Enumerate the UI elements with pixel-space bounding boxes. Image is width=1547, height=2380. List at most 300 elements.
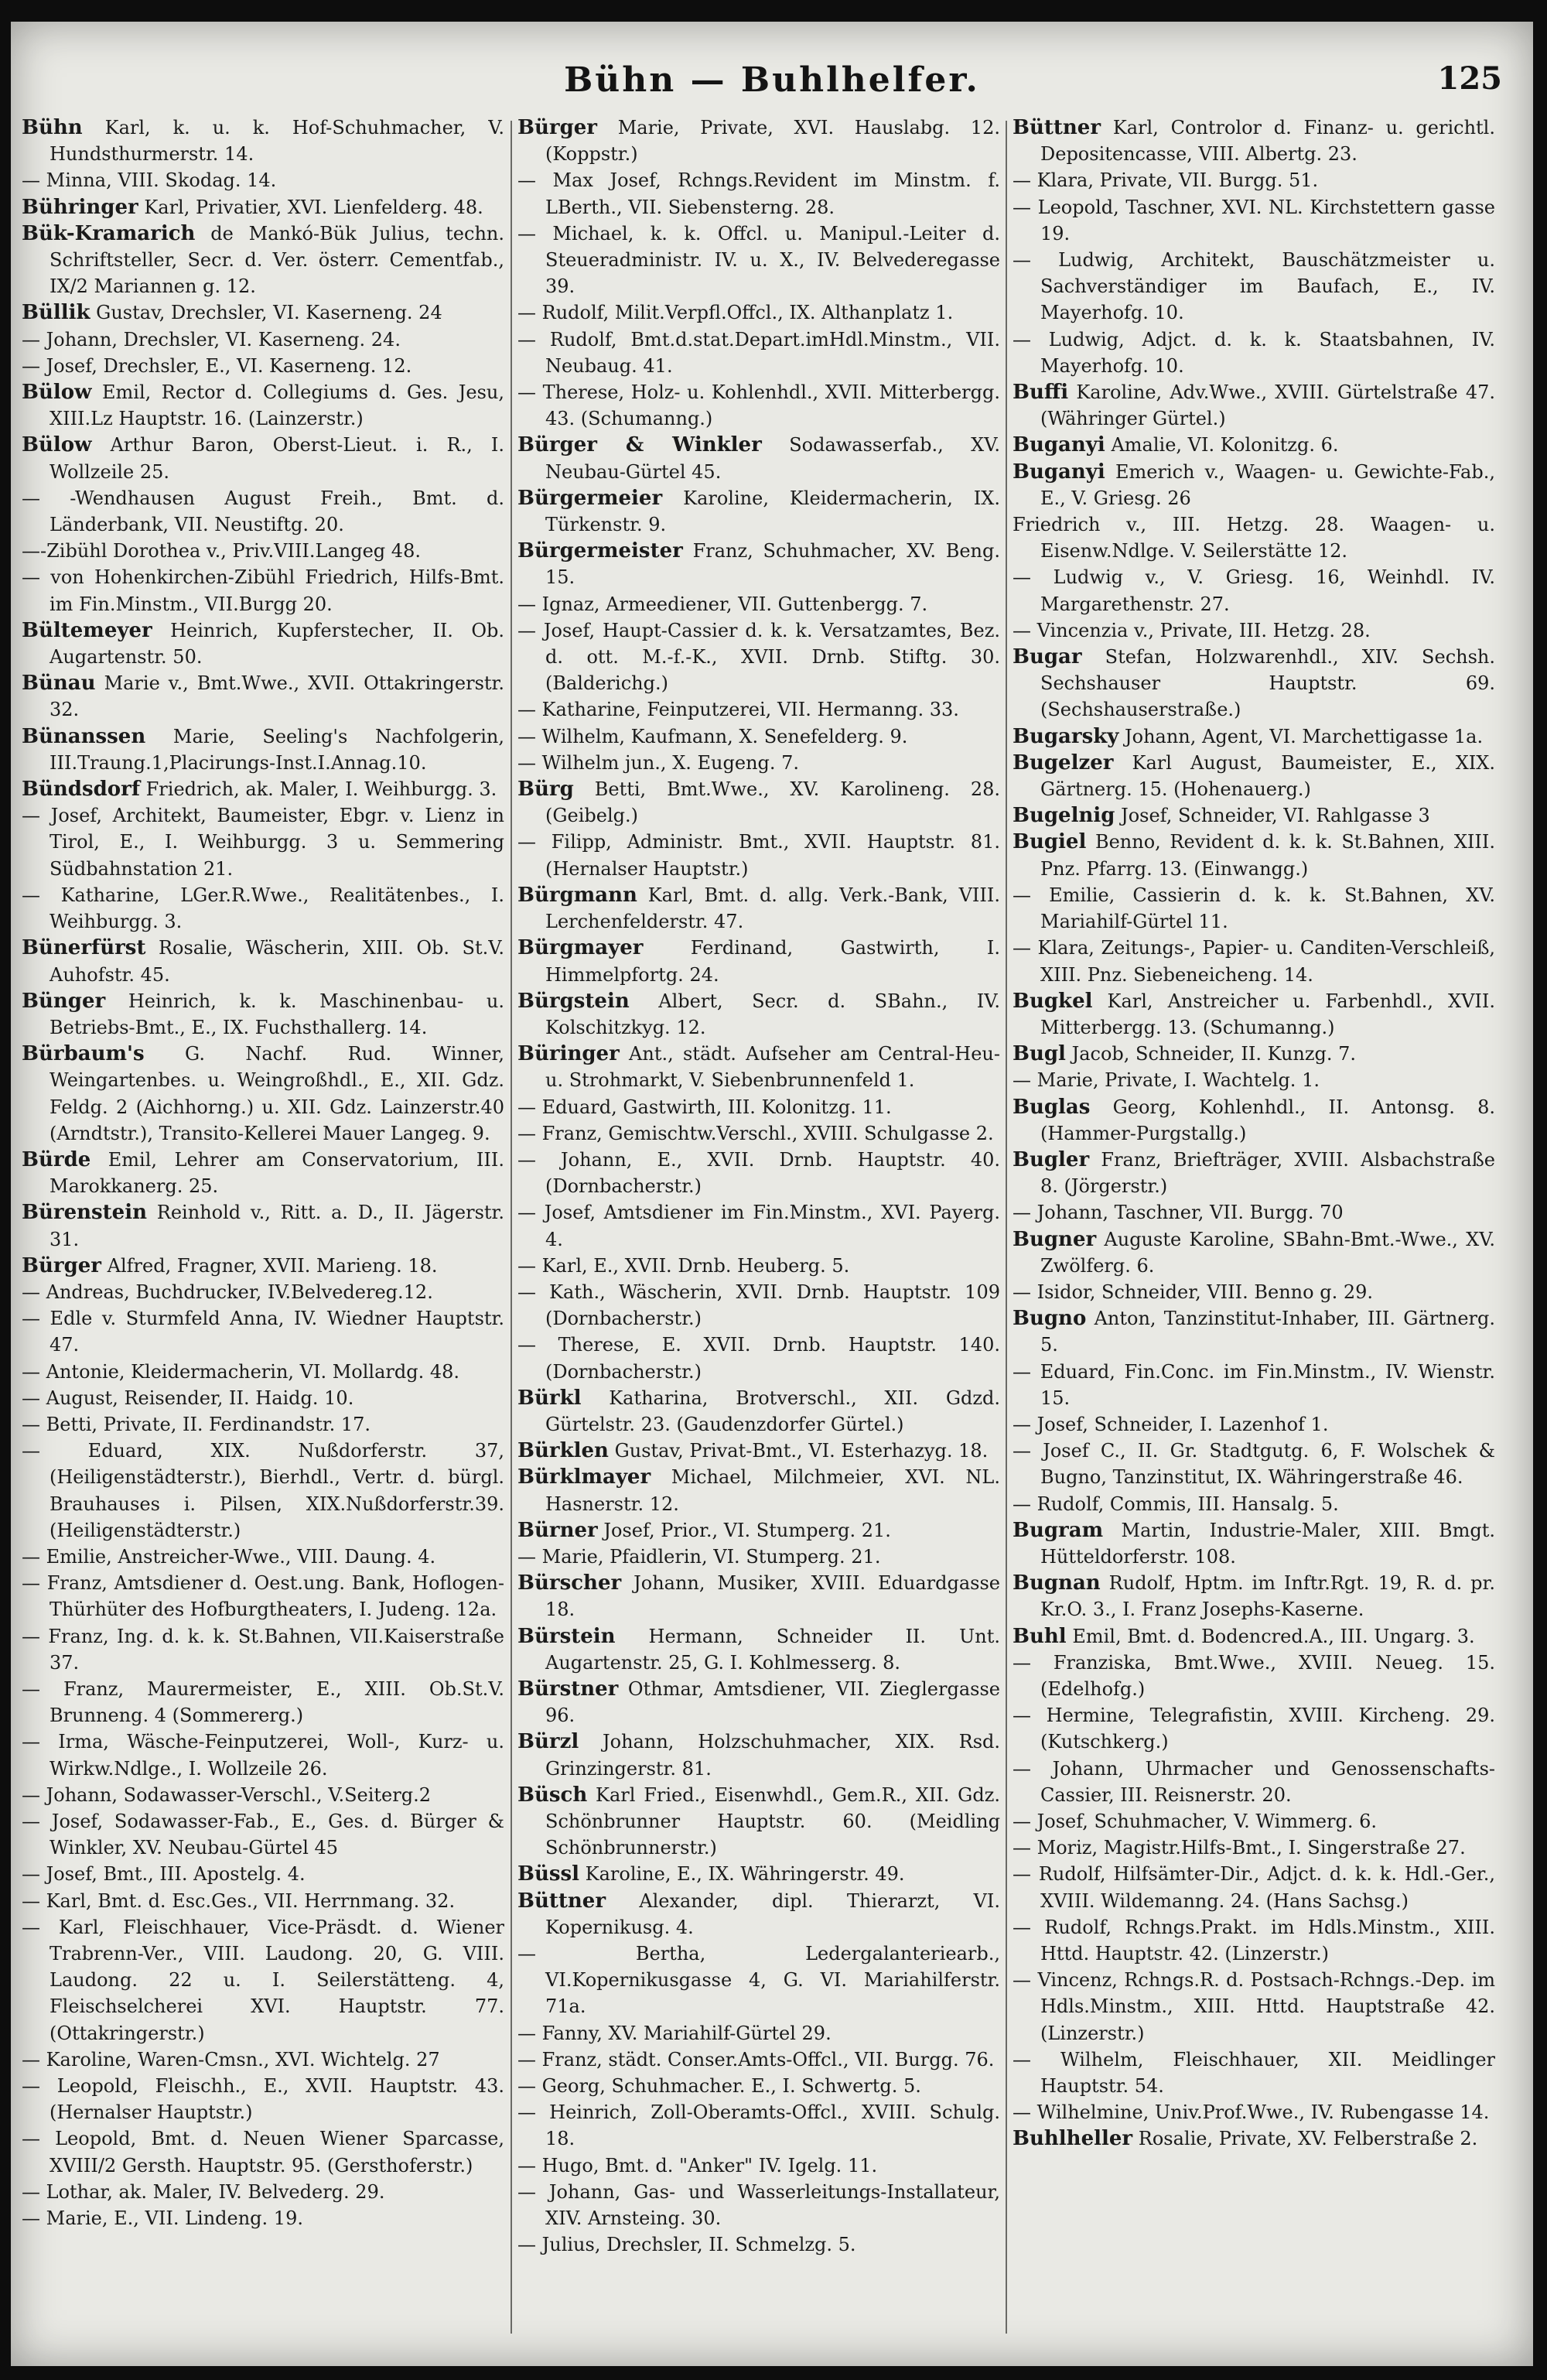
entry-surname: Bünerfürst [22,936,146,960]
directory-entry [22,935,504,987]
entry-text: Karl, k. u. k. Hof-Schuhmacher, V. Hundsthurmerstr. 14. [50,117,504,166]
entry-text: — Eduard, Gastwirth, III. Kolonitzg. 11. [517,1096,892,1118]
entry-text: Heinrich, Kupferstecher, II. Ob. Augartenstr. 50. [50,619,504,669]
entry-text: Heinrich, k. k. Maschinenbau- u. Betriebs-Bmt., E., IX. Fuchsthallerg. 14. [50,990,504,1038]
entry-text: Johann, Agent, VI. Marchettigasse 1a. [1125,725,1484,747]
directory-entry [22,1385,504,1411]
entry-surname: Bürzl [517,1730,579,1754]
directory-entry [1013,1491,1495,1517]
entry-text: Martin, Industrie-Maler, XIII. Bmgt. Hütteldorferstr. 108. [1040,1519,1495,1568]
entry-text: — Vincenz, Rchngs.R. d. Postsach-Rchngs.-Dep. im Hdls.Minstm., XIII. Httd. Hauptstraße 42. (Linzerstr.) [1013,1969,1495,2044]
directory-entry [517,2231,1000,2258]
entry-text: — Josef, Haupt-Cassier d. k. k. Versatzamtes, Bez. d. ott. M.-f.-K., XVII. Drnb. Stiftg. 30. (Balderichg.) [517,619,1000,695]
entry-text: Auguste Karoline, SBahn-Bmt.-Wwe., XV. Zwölferg. 6. [1040,1228,1495,1277]
entry-text: — Leopold, Fleischh., E., XVII. Hauptstr. 43. (Hernalser Hauptstr.) [22,2075,504,2124]
entry-surname: Bugram [1013,1518,1104,1542]
directory-entry [517,2153,1000,2179]
directory-entry [22,299,504,326]
entry-surname: Bugno [1013,1307,1087,1331]
entry-text: Friedrich v., III. Hetzg. 28. Waagen- u. Eisenw.Ndlge. V. Seilerstätte 12. [1013,514,1495,563]
entry-text: Josef, Prior., VI. Stumperg. 21. [603,1519,891,1541]
directory-entry [22,1359,504,1385]
entry-surname: Büllik [22,301,90,325]
directory-entry [1013,1623,1495,1650]
directory-entry [22,1041,504,1147]
entry-text: — Josef, Schuhmacher, V. Wimmerg. 6. [1013,1811,1378,1832]
entry-surname: Bugiel [1013,830,1087,854]
entry-text: — Josef, Sodawasser-Fab., E., Ges. d. Bürger & Winkler, XV. Neubau-Gürtel 45 [22,1811,504,1859]
entry-text: Gustav, Privat-Bmt., VI. Esterhazyg. 18. [614,1440,989,1462]
directory-column-3 [1013,115,1495,2343]
entry-text: — Isidor, Schneider, VIII. Benno g. 29. [1013,1281,1373,1303]
directory-entry [22,1411,504,1438]
entry-surname: Bürgermeister [517,539,683,563]
entry-surname: Bürger [517,116,597,139]
entry-surname: Bürger & Winkler [517,433,762,457]
entry-surname: Buffi [1013,381,1069,405]
directory-entry [517,617,1000,697]
entry-surname: Bürner [517,1518,598,1542]
entry-text: — Karoline, Waren-Cmsn., XVI. Wichtelg. 27 [22,2048,440,2071]
entry-surname: Buhlheller [1013,2127,1133,2151]
directory-entry [517,1199,1000,1252]
directory-entry [517,1517,1000,1544]
entry-surname: Bugler [1013,1147,1090,1171]
entry-text: — Johann, Drechsler, VI. Kaserneng. 24. [22,328,401,351]
entry-surname: Bürstein [517,1624,616,1648]
entry-surname: Bühn [22,116,83,139]
directory-entry [1013,802,1495,829]
entry-text: — Katharine, LGer.R.Wwe., Realitätenbes., I. Weihburgg. 3. [22,884,504,933]
entry-surname: Bündsdorf [22,778,141,802]
directory-entry [1013,1861,1495,1913]
entry-text: Katharina, Brotverschl., XII. Gdzd. Gürtelstr. 23. (Gaudenzdorfer Gürtel.) [545,1387,1000,1435]
directory-entry [517,935,1000,987]
entry-text: — Josef, Amtsdiener im Fin.Minstm., XVI. Payerg. 4. [517,1202,1000,1250]
directory-entry [1013,1570,1495,1623]
entry-text: Reinhold v., Ritt. a. D., II. Jägerstr. 31. [50,1202,504,1250]
entry-text: Karoline, Kleidermacherin, IX. Türkenstr. 9. [545,487,1000,536]
entry-text: — Josef, Drechsler, E., VI. Kaserneng. 12. [22,354,412,377]
directory-entry [517,2073,1000,2099]
directory-entry [1013,882,1495,935]
entry-text: Sodawasserfab., XV. Neubau-Gürtel 45. [545,434,1000,483]
entry-text: — Josef, Schneider, I. Lazenhof 1. [1013,1413,1329,1435]
directory-entry [22,194,504,221]
directory-entry [22,1676,504,1729]
entry-text: — Josef C., II. Gr. Stadtgutg. 6, F. Wolschek & Bugno, Tanzinstitut, IX. Währingerstraße 46. [1013,1440,1495,1489]
directory-entry [22,1782,504,1808]
entry-surname: Bültemeyer [22,618,152,642]
entry-text: — Rudolf, Hilfsämter-Dir., Adjct. d. k. k. Hdl.-Ger., XVIII. Wildemanng. 24. (Hans Sachsg.) [1013,1863,1495,1912]
directory-entry [1013,829,1495,881]
directory-entry [517,379,1000,432]
entry-surname: Bürgmann [517,883,637,907]
entry-text: Emil, Bmt. d. Bodencred.A., III. Ungarg. 3. [1072,1625,1475,1647]
directory-entry [517,538,1000,590]
entry-surname: Bürde [22,1147,91,1171]
directory-entry [1013,1041,1495,1067]
entry-surname: Bürg [517,778,574,802]
directory-entry [1013,644,1495,723]
directory-entry [517,723,1000,750]
directory-entry [22,379,504,432]
entry-text: Alfred, Fragner, XVII. Marieng. 18. [107,1254,438,1277]
column-divider [511,121,512,2334]
entry-text: — Max Josef, Rchngs.Revident im Minstm. f. LBerth., VII. Siebensterng. 28. [517,169,1000,218]
directory-entry [22,167,504,193]
entry-text: — Johann, Gas- und Wasserleitungs-Installateur, XIV. Arnsteing. 30. [517,2180,1000,2230]
directory-entry [22,115,504,167]
entry-surname: Büringer [517,1042,620,1066]
entry-text: Rosalie, Private, XV. Felberstraße 2. [1138,2128,1478,2150]
entry-text: — von Hohenkirchen-Zibühl Friedrich, Hilfs-Bmt. im Fin.Minstm., VII.Burgg 20. [22,566,504,615]
directory-entry [22,353,504,379]
directory-entry [1013,2125,1495,2152]
entry-text: — August, Reisender, II. Haidg. 10. [22,1387,354,1409]
entry-surname: Bürstner [517,1677,619,1701]
entry-surname: Buganyi [1013,433,1105,457]
entry-text: — Emilie, Anstreicher-Wwe., VIII. Daung. 4. [22,1545,436,1568]
entry-text: G. Nachf. Rud. Winner, Weingartenbes. u. Weingroßhdl., E., XII. Gdz. Feldg. 2 (Aichhorng.) u. XII. Gdz. Lainzerstr.40 (Arndtstr.), Transito-Kellerei Mauer Langeg. 9. [50,1043,504,1144]
directory-entry [22,776,504,802]
entry-text: — Wilhelm, Fleischhauer, XII. Meidlinger Hauptstr. 54. [1013,2048,1495,2098]
directory-entry [22,1438,504,1544]
entry-text: — Hermine, Telegrafistin, XVIII. Kircheng. 29. (Kutschkerg.) [1013,1705,1495,1753]
entry-text: — Eduard, XIX. Nußdorferstr. 37, (Heiligenstädterstr.), Bierhdl., Vertr. d. bürgl. Brauhauses i. Pilsen, XIX.Nußdorferstr.39. (Heiligenstädterstr.) [22,1440,504,1541]
directory-entry [517,2020,1000,2047]
entry-text: — Julius, Drechsler, II. Schmelzg. 5. [517,2234,856,2256]
entry-text: Gustav, Drechsler, VI. Kaserneng. 24 [96,302,442,324]
directory-entry [517,1941,1000,2020]
entry-text: — Marie, Pfaidlerin, VI. Stumperg. 21. [517,1545,881,1568]
page-header-title: Bühn — Buhlhelfer. [564,60,980,100]
entry-text: — Johann, Taschner, VII. Burgg. 70 [1013,1202,1344,1224]
entry-text: — Ludwig, Architekt, Bauschätzmeister u. Sachverständiger im Baufach, E., IV. Mayerhofg. 10. [1013,249,1495,324]
entry-text: — Rudolf, Commis, III. Hansalg. 5. [1013,1493,1339,1515]
directory-entry [22,432,504,484]
directory-entry [517,696,1000,723]
entry-surname: Bünau [22,672,96,696]
entry-text: — Minna, VIII. Skodag. 14. [22,169,277,192]
entry-surname: Bürscher [517,1571,622,1595]
entry-text: Albert, Secr. d. SBahn., IV. Kolschitzkyg. 12. [545,990,1000,1038]
directory-entry [1013,327,1495,379]
entry-text: Hermann, Schneider II. Unt. Augartenstr. 25, G. I. Kohlmesserg. 8. [545,1625,1000,1674]
entry-text: Karl, Anstreicher u. Farbenhdl., XVII. Mitterbergg. 13. (Schumanng.) [1040,990,1495,1038]
entry-text: — Johann, E., XVII. Drnb. Hauptstr. 40. (Dornbacherstr.) [517,1148,1000,1198]
directory-entry [22,1914,504,2047]
directory-entry [1013,1756,1495,1808]
entry-surname: Buhl [1013,1624,1067,1648]
directory-entry [22,2205,504,2231]
entry-text: Karoline, Adv.Wwe., XVIII. Gürtelstraße 47. (Währinger Gürtel.) [1040,381,1495,430]
entry-text: — Lothar, ak. Maler, IV. Belvederg. 29. [22,2180,385,2203]
directory-entry [517,2047,1000,2073]
entry-text: — Emilie, Cassierin d. k. k. St.Bahnen, XV. Mariahilf-Gürtel 11. [1013,884,1495,933]
directory-entry [22,1808,504,1861]
directory-entry [22,485,504,538]
entry-surname: Buganyi [1013,460,1105,484]
entry-text: Karl, Bmt. d. allg. Verk.-Bank, VIII. Lerchenfelderstr. 47. [545,884,1000,933]
entry-text: Jacob, Schneider, II. Kunzg. 7. [1071,1043,1357,1065]
entry-text: — Heinrich, Zoll-Oberamts-Offcl., XVIII. Schulg. 18. [517,2101,1000,2150]
entry-text: —-Zibühl Dorothea v., Priv.VIII.Langeg 48. [22,540,421,563]
entry-text: — Josef, Architekt, Baumeister, Ebgr. v. Lienz in Tirol, E., I. Weihburgg. 3 u. Semmering Südbahnstation 21. [22,805,504,880]
directory-entry [1013,1279,1495,1305]
directory-entry [1013,1914,1495,1967]
directory-entry [517,1385,1000,1438]
entry-surname: Bülow [22,381,92,405]
directory-entry [517,1729,1000,1781]
entry-surname: Büssl [517,1862,580,1886]
entry-text: — Filipp, Administr. Bmt., XVII. Hauptstr. 81. (Hernalser Hauptstr.) [517,831,1000,880]
directory-entry [517,1253,1000,1279]
directory-entry [1013,247,1495,327]
directory-entry [22,1861,504,1887]
directory-entry [22,327,504,353]
entry-text: — Marie, Private, I. Wachtelg. 1. [1013,1069,1320,1092]
entry-text: Josef, Schneider, VI. Rahlgasse 3 [1121,805,1430,827]
entry-text: Karl August, Baumeister, E., XIX. Gärtnerg. 15. (Hohenauerg.) [1040,751,1495,801]
entry-text: — Andreas, Buchdrucker, IV.Belvedereg.12. [22,1281,433,1303]
directory-entry [1013,1411,1495,1438]
directory-entry [1013,379,1495,432]
directory-entry [1013,1702,1495,1755]
directory-entry [517,2179,1000,2231]
entry-text: Rosalie, Wäscherin, XIII. Ob. St.V. Auhofstr. 45. [50,937,504,986]
entry-surname: Bülow [22,433,92,457]
entry-text: — Wilhelmine, Univ.Prof.Wwe., IV. Rubengasse 14. [1013,2101,1490,2124]
directory-entry [22,1544,504,1570]
entry-text: — Ludwig, Adjct. d. k. k. Staatsbahnen, IV. Mayerhofg. 10. [1013,328,1495,377]
entry-text: Stefan, Holzwarenhdl., XIV. Sechsh. Sechshauser Hauptstr. 69. (Sechshauserstraße.) [1040,646,1495,721]
directory-entry [1013,564,1495,617]
entry-text: Alexander, dipl. Thierarzt, VI. Kopernikusg. 4. [545,1889,1000,1938]
entry-surname: Bugelnig [1013,804,1115,828]
directory-entry [517,327,1000,379]
directory-entry [1013,2099,1495,2125]
entry-surname: Bük-Kramarich [22,221,196,245]
directory-entry [517,1120,1000,1147]
entry-text: Karl Fried., Eisenwhdl., Gem.R., XII. Gdz. Schönbrunner Hauptstr. 60. (Meidling Schönbrunnerstr.) [545,1783,1000,1859]
directory-entry [22,1570,504,1623]
directory-entry [22,1305,504,1358]
entry-text: — Irma, Wäsche-Feinputzerei, Woll-, Kurz- u. Wirkw.Ndlge., I. Wollzeile 26. [22,1731,504,1780]
directory-entry [517,1438,1000,1464]
entry-text: Benno, Revident d. k. k. St.Bahnen, XIII. Pnz. Pfarrg. 13. (Einwangg.) [1040,831,1495,880]
directory-entry [22,2047,504,2073]
entry-text: Emerich v., Waagen- u. Gewichte-Fab., E., V. Griesg. 26 [1040,460,1495,509]
directory-entry [517,1464,1000,1517]
directory-entry [1013,511,1495,564]
entry-text: — Betti, Private, II. Ferdinandstr. 17. [22,1413,371,1435]
entry-text: Amalie, VI. Kolonitzg. 6. [1111,434,1339,457]
directory-entry [1013,1359,1495,1411]
directory-entry [22,988,504,1041]
directory-entry [1013,1438,1495,1490]
entry-text: — Franz, Ing. d. k. k. St.Bahnen, VII.Kaiserstraße 37. [22,1625,504,1674]
directory-entry [517,1332,1000,1384]
entry-text: — Marie, E., VII. Lindeng. 19. [22,2207,303,2230]
entry-surname: Bugkel [1013,989,1093,1013]
directory-entry [1013,115,1495,167]
directory-page [11,22,1533,2366]
directory-entry [517,1888,1000,1941]
directory-entry [22,617,504,670]
entry-text: — Michael, k. k. Offcl. u. Manipul.-Leiter d. Steueradministr. IV. u. X., IV. Belvederegasse 39. [517,222,1000,298]
entry-text: — Franz, Gemischtw.Verschl., XVIII. Schulgasse 2. [517,1122,994,1144]
directory-entry [517,1147,1000,1199]
directory-entry [22,2073,504,2125]
entry-surname: Bürklen [517,1439,609,1463]
entry-surname: Buglas [1013,1095,1091,1119]
entry-text: Ferdinand, Gastwirth, I. Himmelpfortg. 24. [545,937,1000,986]
entry-text: — Wilhelm jun., X. Eugeng. 7. [517,751,800,774]
directory-entry [1013,459,1495,511]
directory-entry [517,1279,1000,1332]
directory-entry [22,1147,504,1199]
entry-text: — Josef, Bmt., III. Apostelg. 4. [22,1863,306,1886]
directory-entry [1013,1199,1495,1226]
directory-entry [22,1279,504,1305]
directory-entry [517,882,1000,935]
entry-text: Karl, Controlor d. Finanz- u. gerichtl. Depositencasse, VIII. Albertg. 23. [1040,117,1495,166]
directory-entry [1013,1226,1495,1279]
entry-text: — Klara, Private, VII. Burgg. 51. [1013,169,1319,192]
entry-surname: Bürbaum's [22,1042,145,1066]
directory-entry [22,2125,504,2178]
entry-text: Emil, Lehrer am Conservatorium, III. Marokkanerg. 25. [50,1148,504,1198]
entry-text: Emil, Rector d. Collegiums d. Ges. Jesu, XIII.Lz Hauptstr. 16. (Lainzerstr.) [50,381,504,430]
entry-text: — Klara, Zeitungs-, Papier- u. Canditen-Verschleiß, XIII. Pnz. Siebeneicheng. 14. [1013,937,1495,986]
directory-entry [517,1094,1000,1120]
entry-text: — Kath., Wäscherin, XVII. Drnb. Hauptstr. 109 (Dornbacherstr.) [517,1281,1000,1330]
entry-text: Betti, Bmt.Wwe., XV. Karolineng. 28. (Geibelg.) [545,778,1000,827]
entry-text: — Antonie, Kleidermacherin, VI. Mollardg. 48. [22,1360,460,1383]
directory-entry [22,670,504,723]
entry-text: — Edle v. Sturmfeld Anna, IV. Wiedner Hauptstr. 47. [22,1308,504,1356]
entry-text: — Leopold, Bmt. d. Neuen Wiener Sparcasse, XVIII/2 Gersth. Hauptstr. 95. (Gersthoferstr.) [22,2128,504,2177]
entry-text: Franz, Schuhmacher, XV. Beng. 15. [545,540,1000,589]
entry-surname: Bühringer [22,195,138,219]
entry-surname: Büsch [517,1783,588,1807]
directory-entry [517,1041,1000,1093]
directory-entry [517,591,1000,617]
directory-entry [1013,1967,1495,2047]
entry-text: — Georg, Schuhmacher. E., I. Schwertg. 5. [517,2075,921,2098]
entry-text: — Therese, Holz- u. Kohlenhdl., XVII. Mitterbergg. 43. (Schumanng.) [517,381,1000,430]
entry-text: — Rudolf, Milit.Verpfl.Offcl., IX. Althanplatz 1. [517,302,954,324]
directory-entry [1013,1808,1495,1835]
directory-entry [22,538,504,564]
directory-entry [1013,2047,1495,2099]
entry-surname: Bugl [1013,1042,1066,1066]
entry-text: Karl, Privatier, XVI. Lienfelderg. 48. [144,196,483,218]
directory-entry [1013,1067,1495,1093]
entry-surname: Büttner [517,1889,606,1913]
entry-surname: Bugar [1013,645,1082,669]
entry-text: — Wilhelm, Kaufmann, X. Senefelderg. 9. [517,725,908,747]
entry-text: — Johann, Uhrmacher und Genossenschafts-Cassier, III. Reisnerstr. 20. [1013,1757,1495,1806]
directory-entry [22,882,504,935]
directory-entry [517,1570,1000,1623]
directory-entry [1013,617,1495,644]
entry-text: — Rudolf, Rchngs.Prakt. im Hdls.Minstm., XIII. Httd. Hauptstr. 42. (Linzerstr.) [1013,1916,1495,1965]
entry-text: — Leopold, Taschner, XVI. NL. Kirchstettern gasse 19. [1013,196,1495,244]
directory-entry [22,1623,504,1676]
directory-entry [22,221,504,300]
entry-text: Johann, Holzschuhmacher, XIX. Rsd. Grinzingerstr. 81. [545,1731,1000,1780]
directory-column-1 [22,115,504,2343]
entry-text: — Moriz, Magistr.Hilfs-Bmt., I. Singerstraße 27. [1013,1837,1466,1859]
entry-surname: Bürger [22,1253,101,1277]
entry-surname: Bugarsky [1013,724,1119,748]
directory-entry [517,1544,1000,1570]
directory-entry [517,988,1000,1041]
entry-text: — Hugo, Bmt. d. "Anker" IV. Igelg. 11. [517,2154,878,2177]
directory-entry [1013,935,1495,987]
entry-text: Othmar, Amtsdiener, VII. Zieglergasse 96. [545,1677,1000,1727]
entry-text: — Franz, städt. Conser.Amts-Offcl., VII. Burgg. 76. [517,2048,995,2071]
directory-entry [517,750,1000,776]
entry-surname: Bugnan [1013,1571,1101,1595]
entry-text: — -Wendhausen August Freih., Bmt. d. Länderbank, VII. Neustiftg. 20. [22,487,504,536]
directory-entry [1013,1517,1495,1570]
directory-entry [22,1253,504,1279]
entry-text: Marie, Private, XVI. Hauslabg. 12. (Koppstr.) [545,117,1000,166]
entry-text: — Karl, Bmt. d. Esc.Ges., VII. Herrnmang. 32. [22,1889,456,1912]
entry-text: — Ludwig v., V. Griesg. 16, Weinhdl. IV. Margarethenstr. 27. [1013,566,1495,615]
entry-text: — Therese, E. XVII. Drnb. Hauptstr. 140. (Dornbacherstr.) [517,1334,1000,1383]
directory-entry [1013,194,1495,247]
entry-text: — Vincenzia v., Private, III. Hetzg. 28. [1013,619,1371,641]
directory-entry [22,802,504,882]
directory-entry [517,1782,1000,1862]
entry-surname: Bünanssen [22,724,146,748]
entry-text: Ant., städt. Aufseher am Central-Heu- u. Strohmarkt, V. Siebenbrunnenfeld 1. [545,1043,1000,1092]
entry-surname: Bugelzer [1013,751,1114,775]
entry-surname: Bürgmayer [517,936,644,960]
directory-entry [517,2099,1000,2152]
directory-entry [22,564,504,617]
entry-text: — Ignaz, Armeediener, VII. Guttenbergg. 7. [517,593,928,615]
entry-surname: Bürenstein [22,1201,147,1225]
entry-text: — Karl, Fleischhauer, Vice-Präsdt. d. Wiener Trabrenn-Ver., VIII. Laudong. 20, G. VIII. Laudong. 22 u. I. Seilerstätteng. 4, Fleischselcherei XVI. Hauptstr. 77. (Ottakringerstr.) [22,1916,504,2044]
directory-entry [517,1861,1000,1887]
entry-text: Marie, Seeling's Nachfolgerin, III.Traung.1,Placirungs-Inst.I.Annag.10. [50,725,504,774]
entry-surname: Bürkl [517,1386,582,1410]
directory-entry [22,723,504,776]
directory-entry [517,167,1000,220]
entry-text: Rudolf, Hptm. im Inftr.Rgt. 19, R. d. pr. Kr.O. 3., I. Franz Josephs-Kaserne. [1040,1572,1495,1621]
entry-text: Georg, Kohlenhdl., II. Antonsg. 8. (Hammer-Purgstallg.) [1040,1096,1495,1144]
directory-entry [517,485,1000,538]
entry-text: Anton, Tanzinstitut-Inhaber, III. Gärtnerg. 5. [1040,1308,1495,1356]
entry-surname: Bünger [22,989,106,1013]
entry-text: — Karl, E., XVII. Drnb. Heuberg. 5. [517,1254,850,1277]
entry-text: — Franziska, Bmt.Wwe., XVIII. Neueg. 15. (Edelhofg.) [1013,1651,1495,1700]
entry-text: — Bertha, Ledergalanteriearb., VI.Kopernikusgasse 4, G. VI. Mariahilferstr. 71a. [517,1943,1000,2018]
directory-entry [517,1623,1000,1676]
directory-entry [517,115,1000,167]
entry-text: Johann, Musiker, XVIII. Eduardgasse 18. [545,1572,1000,1621]
entry-text: Michael, Milchmeier, XVI. NL. Hasnerstr. 12. [545,1466,1000,1515]
entry-surname: Bugner [1013,1227,1097,1251]
entry-surname: Büttner [1013,116,1101,139]
directory-column-2 [517,115,1000,2343]
directory-entry [1013,723,1495,750]
